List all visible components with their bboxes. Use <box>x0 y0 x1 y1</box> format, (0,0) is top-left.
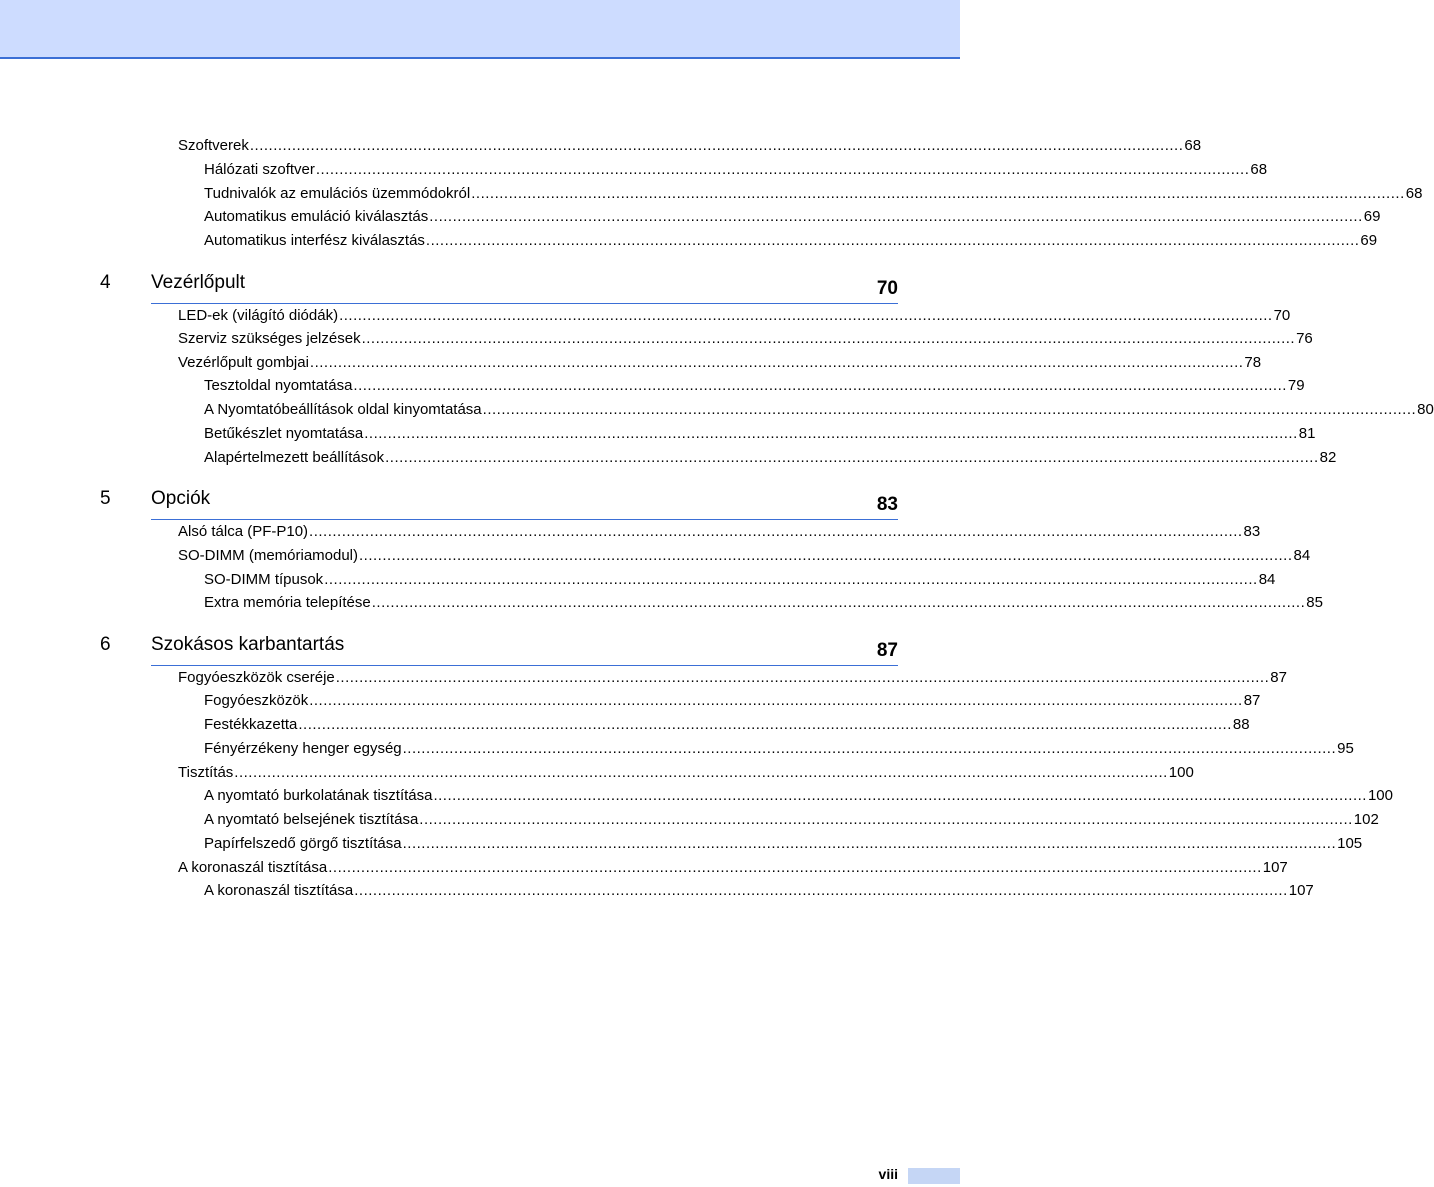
chapter-title: Opciók <box>151 488 211 509</box>
dot-leader: ........................................................................................................................................................................................................ <box>419 811 1353 828</box>
toc-entry-label: Betűkészlet nyomtatása <box>204 425 364 442</box>
toc-entry-level2[interactable] <box>204 206 1381 228</box>
toc-entry-level2[interactable] <box>204 714 1250 736</box>
toc-entry-level2[interactable] <box>204 592 1323 614</box>
dot-leader: ........................................................................................................................................................................................................ <box>315 161 1250 178</box>
chapter-rule <box>151 519 898 520</box>
toc-entry-label: Tudnivalók az emulációs üzemmódokról <box>204 185 471 202</box>
toc-entry-label: Tesztoldal nyomtatása <box>204 377 353 394</box>
dot-leader: ........................................................................................................................................................................................................ <box>309 354 1244 371</box>
toc-entry-page: 107 <box>1262 859 1288 876</box>
toc-entry-page: 83 <box>1243 523 1261 540</box>
toc-entry-label: Hálózati szoftver <box>204 161 315 178</box>
toc-entry-page: 88 <box>1232 716 1250 733</box>
toc-entry-level2[interactable] <box>204 375 1305 397</box>
toc-entry-level2[interactable] <box>204 423 1316 445</box>
toc-entry-level1[interactable] <box>178 667 1287 689</box>
toc-entry-page: 84 <box>1293 547 1311 564</box>
chapter-heading[interactable] <box>100 488 898 518</box>
dot-leader: ........................................................................................................................................................................................................ <box>309 523 1243 540</box>
chapter-title: Vezérlőpult <box>151 272 246 293</box>
dot-leader: ........................................................................................................................................................................................................ <box>359 547 1293 564</box>
toc-entry-level2[interactable] <box>204 833 1363 855</box>
toc-entry-page: 70 <box>1273 307 1291 324</box>
chapter-page: 87 <box>876 640 898 661</box>
toc-entry-label: Festékkazetta <box>204 716 298 733</box>
dot-leader: ........................................................................................................................................................................................................ <box>324 571 1258 588</box>
toc-entry-label: Fényérzékeny henger egység <box>204 740 402 757</box>
toc-entry-page: 102 <box>1353 811 1379 828</box>
page-number: viii <box>878 1166 898 1182</box>
toc-entry-page: 100 <box>1168 764 1194 781</box>
toc-entry-label: A nyomtató burkolatának tisztítása <box>204 787 433 804</box>
toc-entry-page: 76 <box>1296 330 1313 347</box>
toc-entry-label: A nyomtató belsejének tisztítása <box>204 811 419 828</box>
toc-entry-level2[interactable] <box>204 399 1434 421</box>
toc-entry-level1[interactable] <box>178 352 1262 374</box>
dot-leader: ........................................................................................................................................................................................................ <box>429 208 1363 225</box>
dot-leader: ........................................................................................................................................................................................................ <box>309 692 1243 709</box>
chapter-heading[interactable] <box>100 272 898 302</box>
chapter-page: 70 <box>876 278 898 299</box>
toc-entry-level1[interactable] <box>178 857 1288 879</box>
toc-entry-page: 68 <box>1405 185 1423 202</box>
dot-leader: ........................................................................................................................................................................................................ <box>335 669 1270 686</box>
dot-leader: ........................................................................................................................................................................................................ <box>339 307 1273 324</box>
toc-entry-page: 69 <box>1360 232 1378 249</box>
chapter-page: 83 <box>876 494 898 515</box>
toc-entry-level1[interactable] <box>178 305 1291 327</box>
toc-entry-page: 82 <box>1319 449 1337 466</box>
toc-entry-page: 69 <box>1363 208 1381 225</box>
toc-entry-level1[interactable] <box>178 762 1194 784</box>
chapter-rule <box>151 665 898 666</box>
toc-entry-label: LED-ek (világító diódák) <box>178 307 339 324</box>
dot-leader: ........................................................................................................................................................................................................ <box>402 835 1337 852</box>
toc-entry-label: Alapértelmezett beállítások <box>204 449 385 466</box>
toc-entry-level2[interactable] <box>204 809 1379 831</box>
dot-leader: ........................................................................................................................................................................................................ <box>328 859 1262 876</box>
toc-entry-level2[interactable] <box>204 569 1276 591</box>
chapter-number: 5 <box>100 488 111 509</box>
toc-entry-page: 100 <box>1367 787 1393 804</box>
toc-entry-label: Tisztítás <box>178 764 234 781</box>
toc-entry-page: 85 <box>1306 594 1323 611</box>
toc-entry-page: 68 <box>1250 161 1268 178</box>
toc-entry-level2[interactable] <box>204 230 1378 252</box>
dot-leader: ........................................................................................................................................................................................................ <box>353 377 1287 394</box>
dot-leader: ........................................................................................................................................................................................................ <box>471 185 1405 202</box>
toc-entry-label: A koronaszál tisztítása <box>204 882 354 899</box>
dot-leader: ........................................................................................................................................................................................................ <box>354 882 1288 899</box>
chapter-number: 6 <box>100 634 111 655</box>
dot-leader: ........................................................................................................................................................................................................ <box>433 787 1367 804</box>
toc-entry-label: Automatikus interfész kiválasztás <box>204 232 425 249</box>
dot-leader: ........................................................................................................................................................................................................ <box>249 137 1184 154</box>
toc-entry-label: Szerviz szükséges jelzések <box>178 330 361 347</box>
footer-band <box>908 1168 960 1184</box>
toc-entry-page: 105 <box>1337 835 1363 852</box>
toc-entry-label: Alsó tálca (PF-P10) <box>178 523 309 540</box>
toc-entry-page: 107 <box>1288 882 1314 899</box>
toc-entry-level2[interactable] <box>204 738 1354 760</box>
dot-leader: ........................................................................................................................................................................................................ <box>425 232 1360 249</box>
toc-entry-level1[interactable] <box>178 135 1202 157</box>
toc-entry-page: 87 <box>1243 692 1261 709</box>
toc-entry-label: Papírfelszedő görgő tisztítása <box>204 835 402 852</box>
toc-entry-page: 95 <box>1337 740 1354 757</box>
chapter-heading[interactable] <box>100 634 898 664</box>
toc-entry-page: 87 <box>1270 669 1287 686</box>
toc-entry-label: Vezérlőpult gombjai <box>178 354 309 371</box>
dot-leader: ........................................................................................................................................................................................................ <box>361 330 1296 347</box>
toc-entry-label: SO-DIMM (memóriamodul) <box>178 547 359 564</box>
toc-entry-level2[interactable] <box>204 159 1268 181</box>
toc-entry-level1[interactable] <box>178 521 1261 543</box>
toc-entry-label: A koronaszál tisztítása <box>178 859 328 876</box>
toc-entry-page: 78 <box>1244 354 1262 371</box>
toc-entry-level2[interactable] <box>204 690 1261 712</box>
dot-leader: ........................................................................................................................................................................................................ <box>385 449 1319 466</box>
dot-leader: ........................................................................................................................................................................................................ <box>402 740 1337 757</box>
toc-entry-label: Automatikus emuláció kiválasztás <box>204 208 429 225</box>
dot-leader: ........................................................................................................................................................................................................ <box>298 716 1232 733</box>
dot-leader: ........................................................................................................................................................................................................ <box>371 594 1306 611</box>
toc-entry-level1[interactable] <box>178 545 1311 567</box>
toc-entry-page: 68 <box>1184 137 1202 154</box>
toc-entry-label: A Nyomtatóbeállítások oldal kinyomtatása <box>204 401 482 418</box>
toc-entry-level2[interactable] <box>204 183 1423 205</box>
chapter-number: 4 <box>100 272 111 293</box>
chapter-title: Szokásos karbantartás <box>151 634 345 655</box>
toc-entry-label: Extra memória telepítése <box>204 594 371 611</box>
toc-entry-label: Fogyóeszközök cseréje <box>178 669 335 686</box>
dot-leader: ........................................................................................................................................................................................................ <box>482 401 1417 418</box>
toc-entry-level2[interactable] <box>204 880 1314 902</box>
dot-leader: ........................................................................................................................................................................................................ <box>364 425 1298 442</box>
dot-leader: ........................................................................................................................................................................................................ <box>234 764 1168 781</box>
toc-entry-page: 84 <box>1258 571 1276 588</box>
toc-entry-label: SO-DIMM típusok <box>204 571 324 588</box>
toc-entry-label: Szoftverek <box>178 137 249 154</box>
toc-entry-page: 80 <box>1417 401 1434 418</box>
toc-entry-page: 81 <box>1298 425 1316 442</box>
toc-entry-page: 79 <box>1287 377 1305 394</box>
toc-entry-level2[interactable] <box>204 785 1393 807</box>
header-band <box>0 0 960 59</box>
toc-entry-level1[interactable] <box>178 328 1313 350</box>
chapter-rule <box>151 303 898 304</box>
toc-entry-label: Fogyóeszközök <box>204 692 309 709</box>
toc-entry-level2[interactable] <box>204 447 1337 469</box>
